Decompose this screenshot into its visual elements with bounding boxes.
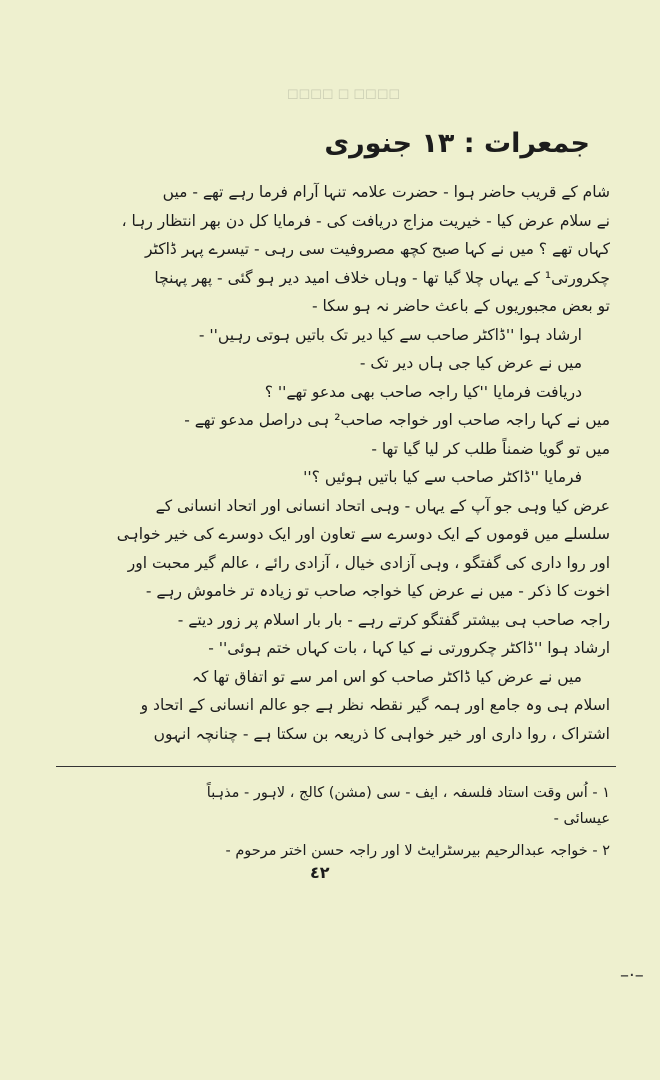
footnote: عیسائی - [553,811,610,827]
text-line: نے سلام عرض کیا - خیریت مزاج دریافت کی - فرمایا کل دن بھر انتظار رہا ، [121,211,610,230]
text-line: کہاں تھے ؟ میں نے کہا صبح کچھ مصروفیت سی رہی - تیسرے پہر ڈاکٹر [145,240,610,258]
body-text [60,178,610,748]
text-line: میں نے کہا راجہ صاحب اور خواجہ صاحب² ہی دراصل مدعو تھے - [184,411,610,429]
text-line: راجہ صاحب ہی بیشتر گفتگو کرتے رہے - بار بار اسلام پر زور دیتے - [177,610,610,629]
text-line: ارشاد ہوا ''ڈاکٹر صاحب سے کیا دیر تک باتیں ہوتی رہیں'' - [198,325,582,344]
text-line: چکرورتی¹ کے یہاں چلا گیا تھا - وہاں خلاف امید دیر ہو گئی - پھر پہنچا [154,268,610,287]
text-line: اشتراک ، روا داری اور خیر خواہی کا ذریعہ بن سکتا ہے - چنانچہ انہوں [153,724,610,743]
page-heading: جمعرات : ١٣ جنوری [324,128,590,159]
text-line: تو بعض مجبوریوں کے باعث حاضر نہ ہو سکا - [312,297,610,315]
text-line: اور روا داری کی گفتگو ، وہی آزادی خیال ، آزادی رائے ، عالم گیر محبت اور [127,553,610,572]
text-line: سلسلے میں قوموں کے ایک دوسرے سے تعاون اور ایک دوسرے کی خیر خواہی [116,525,610,543]
text-line: میں نے عرض کیا ڈاکٹر صاحب کو اس امر سے تو اتفاق تھا کہ [191,667,582,686]
footnote: ٢ - خواجہ عبدالرحیم بیرسٹرایٹ لا اور راجہ حسن اختر مرحوم - [225,843,610,859]
text-line: میں نے عرض کیا جی ہاں دیر تک - [359,354,582,372]
page-number: ٤٢ [310,863,330,882]
text-line: ارشاد ہوا ''ڈاکٹر چکرورتی نے کیا کہا ، بات کہاں ختم ہوئی'' - [208,639,610,657]
text-line: اسلام ہی وہ جامع اور ہمہ گیر نقطہ نظر ہے جو عالم انسانی کے اتحاد و [140,696,610,714]
text-line: عرض کیا وہی جو آپ کے یہاں - وہی اتحاد انسانی اور اتحاد انسانی کے [155,496,610,515]
text-line: دریافت فرمایا ''کیا راجہ صاحب بھی مدعو تھے'' ؟ [264,382,582,401]
text-line: فرمایا ''ڈاکٹر صاحب سے کیا باتیں ہوئیں ؟'' [303,468,582,486]
footnotes [60,780,610,864]
footnote: ١ - اُس وقت استاد فلسفہ ، ایف - سی (مشن) کالج ، لاہور - مذہباً [206,785,610,801]
text-line: اخوت کا ذکر - میں نے عرض کیا خواجہ صاحب تو زیادہ تر خاموش رہے - [145,582,610,600]
text-line: شام کے قریب حاضر ہوا - حضرت علامہ تنہا آرام فرما رہے تھے - میں [162,183,610,201]
text-line: میں تو گویا ضمناً طلب کر لیا گیا تھا - [371,439,610,458]
bleed-through-text: ☐☐☐☐ ☐ ☐☐☐☐ [286,88,400,103]
footnote-divider [56,766,616,767]
margin-mark: –·– [620,965,644,986]
